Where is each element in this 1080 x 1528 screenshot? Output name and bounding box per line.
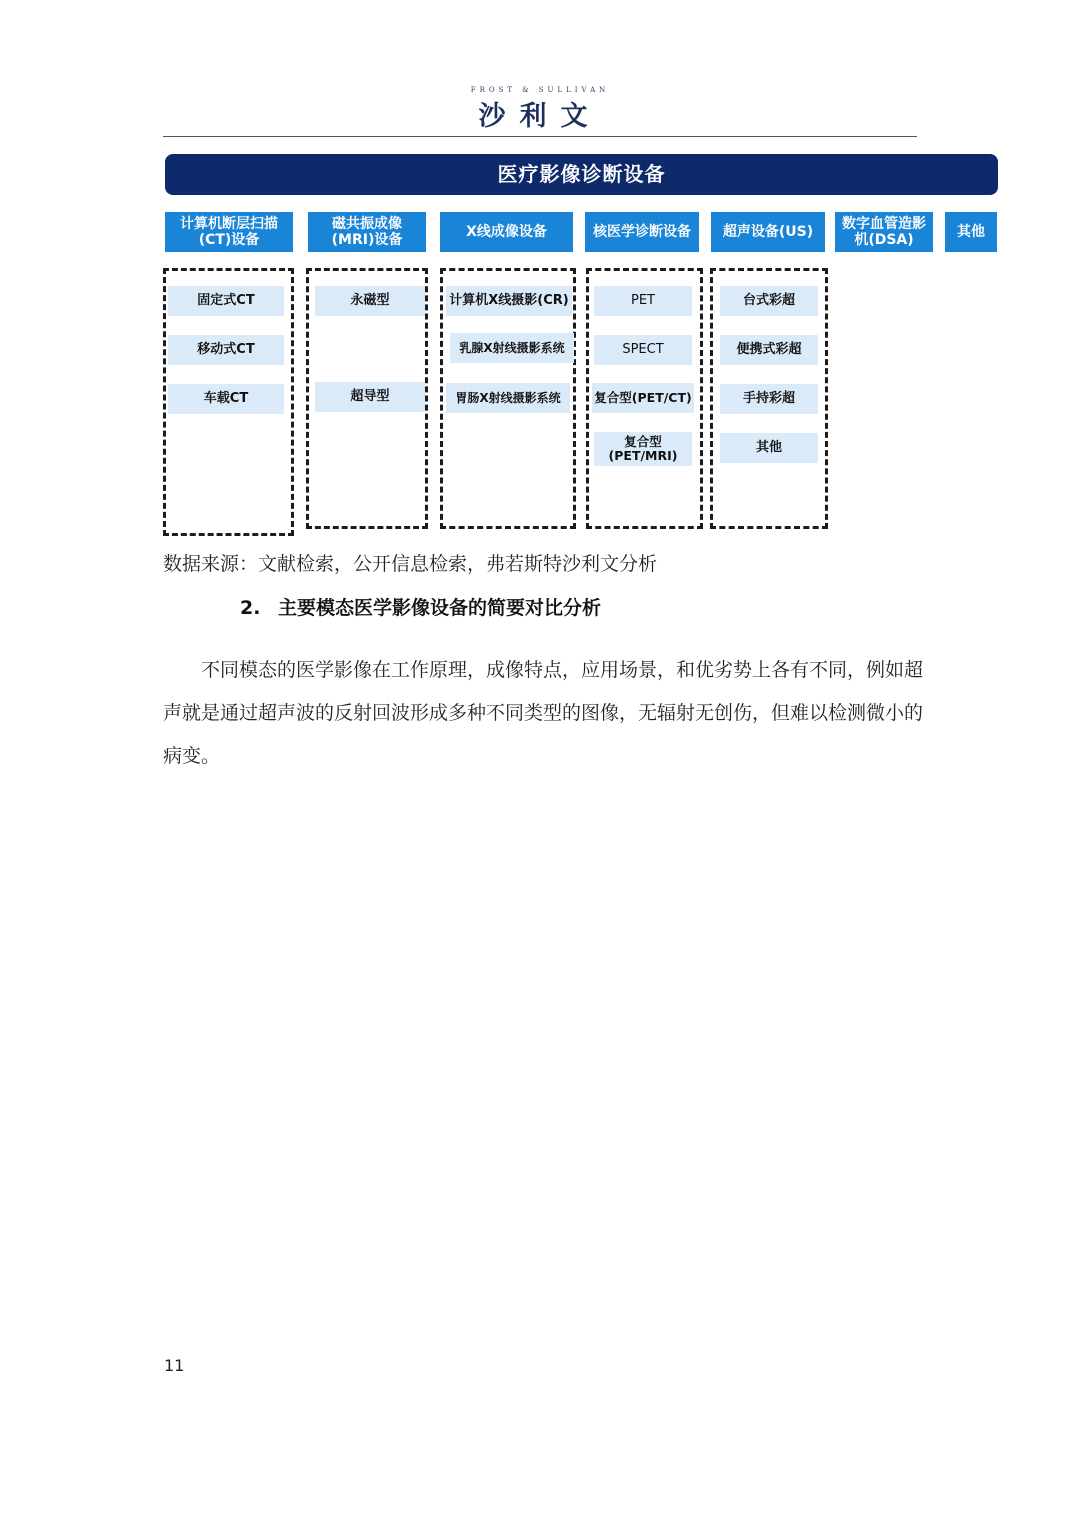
category-label: 数字血管造影机(DSA) — [842, 216, 926, 248]
item-spect: SPECT — [594, 335, 692, 365]
item-pet-mri-label-top: 复合型 — [624, 434, 662, 449]
item-vehicle-ct: 车载CT — [168, 384, 284, 414]
category-xray — [440, 212, 573, 252]
body-paragraph-text: 不同模态的医学影像在工作原理，成像特点，应用场景，和优劣势上各有不同，例如超声就是通过超声波的反射回波形成多种不同类型的图像，无辐射无创伤，但难以检测微小的病变。 — [163, 659, 924, 767]
item-portable-us: 便携式彩超 — [720, 335, 818, 365]
item-superconducting: 超导型 — [315, 382, 425, 412]
category-label: 核医学诊断设备 — [593, 224, 691, 240]
item-pet-ct-label: 复合型(PET/CT) — [594, 390, 692, 405]
category-ultrasound — [711, 212, 825, 252]
body-paragraph — [163, 649, 923, 778]
category-other — [945, 212, 997, 252]
item-handheld-us: 手持彩超 — [720, 384, 818, 414]
section-number: 2. — [240, 597, 261, 619]
brand-logo-chinese: 沙利文 — [478, 101, 602, 132]
item-other-us: 其他 — [720, 433, 818, 463]
category-label: 超声设备(US) — [722, 224, 814, 240]
brand-logo-english: FROST & SULLIVAN — [470, 86, 610, 94]
category-label: 磁共振成像(MRI)设备 — [331, 216, 403, 248]
page-number: 11 — [164, 1356, 185, 1375]
section-title: 主要模态医学影像设备的简要对比分析 — [278, 597, 602, 619]
category-label: 其他 — [957, 224, 985, 240]
item-pet-mri — [594, 432, 692, 466]
diagram-title-banner: 医疗影像诊断设备 — [165, 154, 998, 195]
category-mri — [308, 212, 426, 252]
item-cr: 计算机X线摄影(CR) — [446, 286, 572, 316]
item-fixed-ct: 固定式CT — [168, 286, 284, 316]
header-divider — [163, 136, 917, 137]
item-mobile-ct: 移动式CT — [168, 335, 284, 365]
item-permanent-magnet: 永磁型 — [315, 286, 425, 316]
item-gi-xray: 胃肠X射线摄影系统 — [446, 383, 570, 413]
category-ct — [165, 212, 293, 252]
item-pet-ct — [592, 383, 694, 413]
item-pet: PET — [594, 286, 692, 316]
category-label: X线成像设备 — [466, 224, 547, 240]
section-heading — [240, 593, 601, 620]
category-nuclear — [585, 212, 699, 252]
item-mammography: 乳腺X射线摄影系统 — [450, 333, 574, 363]
item-desktop-us: 台式彩超 — [720, 286, 818, 316]
category-dsa — [835, 212, 933, 252]
data-source-note: 数据来源：文献检索，公开信息检索，弗若斯特沙利文分析 — [163, 553, 658, 575]
category-label: 计算机断层扫描(CT)设备 — [180, 216, 278, 248]
item-pet-mri-label-bottom: (PET/MRI) — [608, 448, 678, 463]
